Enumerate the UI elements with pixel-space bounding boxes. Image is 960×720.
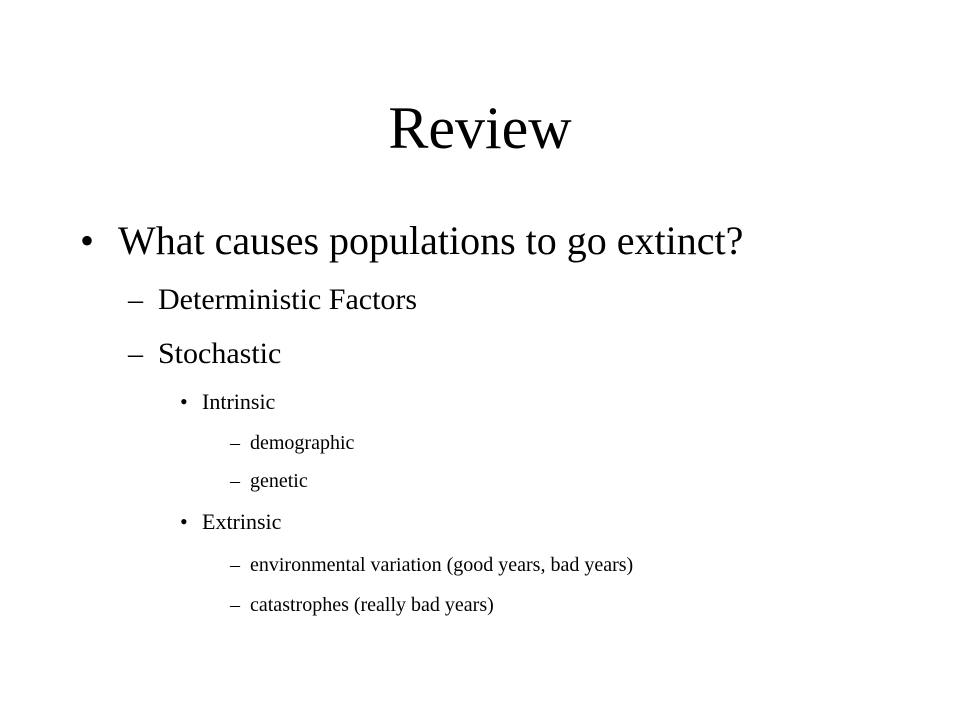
bullet-text: genetic — [250, 470, 308, 492]
dash-marker: – — [230, 594, 240, 616]
bullet-text: What causes populations to go extinct? — [118, 218, 744, 263]
bullet-marker: • — [180, 389, 188, 414]
bullet-text: Intrinsic — [202, 389, 276, 414]
dash-marker: – — [230, 432, 240, 454]
dash-marker: – — [230, 554, 240, 576]
dash-marker: – — [230, 470, 240, 492]
bullet-item-4 — [180, 388, 275, 416]
bullet-text: catastrophes (really bad years) — [250, 594, 494, 616]
bullet-marker: • — [180, 509, 188, 534]
bullet-text: Stochastic — [158, 337, 282, 370]
bullet-text: demographic — [250, 432, 355, 454]
bullet-item-7 — [180, 508, 281, 536]
bullet-marker: • — [80, 218, 95, 263]
bullet-text: Deterministic Factors — [158, 283, 418, 316]
bullet-item-2 — [128, 282, 417, 318]
bullet-item-9 — [230, 592, 494, 618]
bullet-item-6 — [230, 468, 308, 494]
slide-title: Review — [388, 95, 572, 161]
bullet-item-8 — [230, 552, 633, 578]
bullet-item-5 — [230, 430, 354, 456]
bullet-item-3 — [128, 336, 281, 372]
bullet-text: Extrinsic — [202, 509, 282, 534]
dash-marker: – — [128, 337, 143, 370]
bullet-text: environmental variation (good years, bad years) — [250, 554, 634, 576]
bullet-item-1 — [80, 218, 743, 264]
dash-marker: – — [128, 283, 143, 316]
